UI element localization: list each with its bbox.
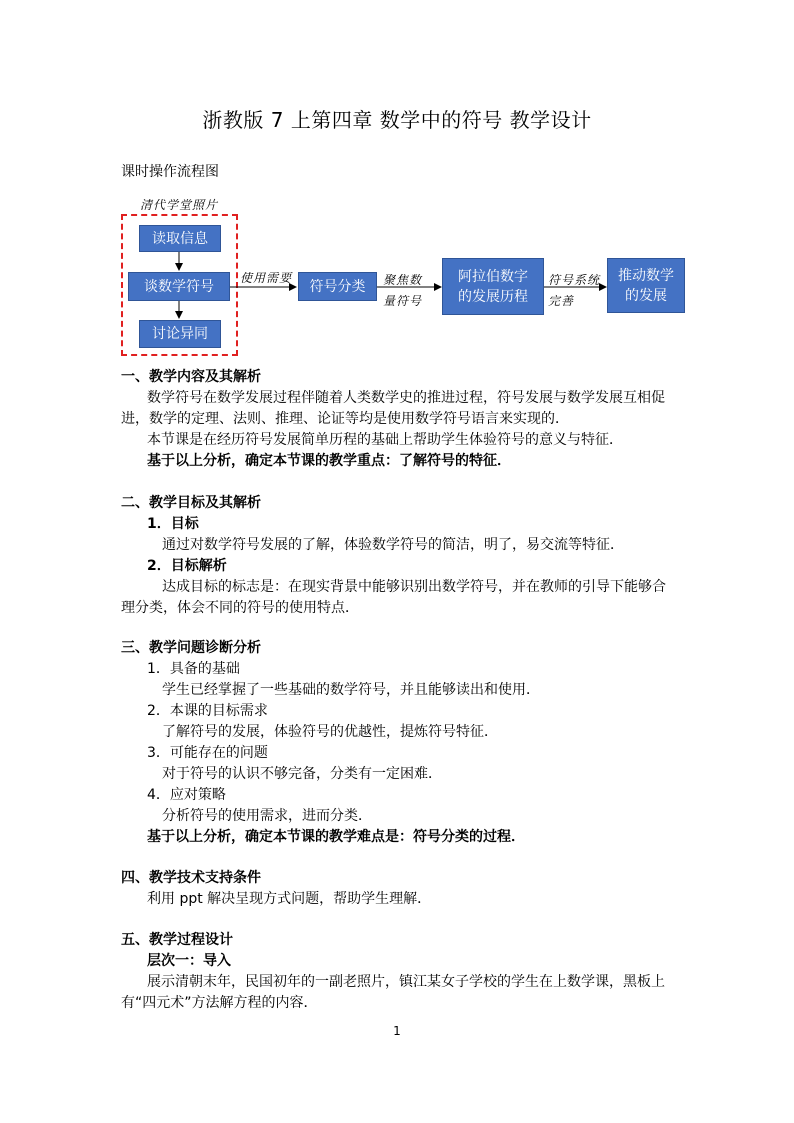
box-push-label-1: 推动数学 (618, 267, 674, 284)
s3-text-1: 学生已经掌握了一些基础的数学符号，并且能够读出和使用． (162, 682, 540, 698)
section-5-heading: 五、教学过程设计 (121, 932, 233, 948)
s4-text: 利用 ppt 解决呈现方式问题，帮助学生理解． (147, 891, 432, 907)
s3-sub-2: 2．本课的目标需求 (147, 703, 268, 719)
s5-paragraph-line-2: 有“四元术”方法解方程的内容． (121, 995, 318, 1011)
box-discuss (139, 320, 221, 348)
flow-arrows (0, 0, 794, 400)
box-read-info (139, 225, 221, 252)
s2-subheading-goal: 1．目标 (147, 516, 199, 532)
photo-note: 清代学堂照片 (140, 198, 219, 212)
s3-text-2: 了解符号的发展，体验符号的优越性，提炼符号特征． (162, 724, 498, 740)
s3-sub-4: 4．应对策略 (147, 787, 226, 803)
box-arabic-label-2: 的发展历程 (458, 288, 528, 305)
label-use-need: 使用需要 (240, 271, 293, 285)
s2-subheading-analysis: 2．目标解析 (147, 558, 227, 574)
s5-paragraph-line-1: 展示清朝末年，民国初年的一副老照片，镇江某女子学校的学生在上数学课，黑板上 (147, 974, 665, 990)
box-discuss-label: 讨论异同 (152, 326, 208, 342)
s2-analysis-line-2: 理分类，体会不同的符号的使用特点． (121, 600, 359, 616)
box-push-math (607, 258, 685, 313)
page-number: 1 (393, 1024, 401, 1038)
box-talk-symbols (128, 272, 230, 301)
box-arabic-label-1: 阿拉伯数字 (458, 268, 528, 285)
label-focus-1: 聚焦数 (383, 273, 423, 287)
s1-paragraph-1-line-2: 进，数学的定理、法则、推理、论证等均是使用数学符号语言来实现的． (121, 411, 569, 427)
label-focus-2: 量符号 (383, 294, 423, 308)
s2-analysis-line-1: 达成目标的标志是：在现实背景中能够识别出数学符号，并在教师的引导下能够合 (162, 579, 666, 595)
s3-sub-3: 3．可能存在的问题 (147, 745, 268, 761)
s1-paragraph-1-line-1: 数学符号在数学发展过程伴随着人类数学史的推进过程，符号发展与数学发展互相促 (147, 390, 665, 406)
box-classify (298, 272, 377, 301)
label-system-1: 符号系统 (548, 273, 601, 287)
page-title: 浙教版 7 上第四章 数学中的符号 教学设计 (202, 108, 592, 132)
box-classify-label: 符号分类 (309, 278, 366, 295)
box-talk-symbols-label: 谈数学符号 (144, 278, 214, 295)
section-3-heading: 三、教学问题诊断分析 (121, 640, 261, 656)
s1-key-point: 基于以上分析，确定本节课的教学重点：了解符号的特征． (147, 453, 511, 469)
s3-key-point: 基于以上分析，确定本节课的教学难点是：符号分类的过程． (147, 829, 525, 845)
s1-paragraph-2: 本节课是在经历符号发展简单历程的基础上帮助学生体验符号的意义与特征． (147, 432, 623, 448)
label-system-2: 完善 (548, 294, 575, 308)
s2-goal-text: 通过对数学符号发展的了解，体验数学符号的简洁，明了，易交流等特征． (162, 537, 624, 553)
s3-text-3: 对于符号的认识不够完备，分类有一定困难． (162, 766, 442, 782)
box-push-label-2: 的发展 (625, 287, 667, 304)
s3-sub-1: 1．具备的基础 (147, 661, 240, 677)
section-1-heading: 一、教学内容及其解析 (121, 369, 261, 385)
section-4-heading: 四、教学技术支持条件 (121, 870, 261, 886)
box-read-info-label: 读取信息 (152, 230, 208, 247)
s3-text-4: 分析符号的使用需求，进而分类． (162, 808, 372, 824)
s5-sub-1: 层次一：导入 (147, 953, 231, 969)
box-arabic-history (442, 258, 544, 315)
section-2-heading: 二、教学目标及其解析 (121, 495, 261, 511)
flowchart-heading: 课时操作流程图 (121, 164, 219, 180)
